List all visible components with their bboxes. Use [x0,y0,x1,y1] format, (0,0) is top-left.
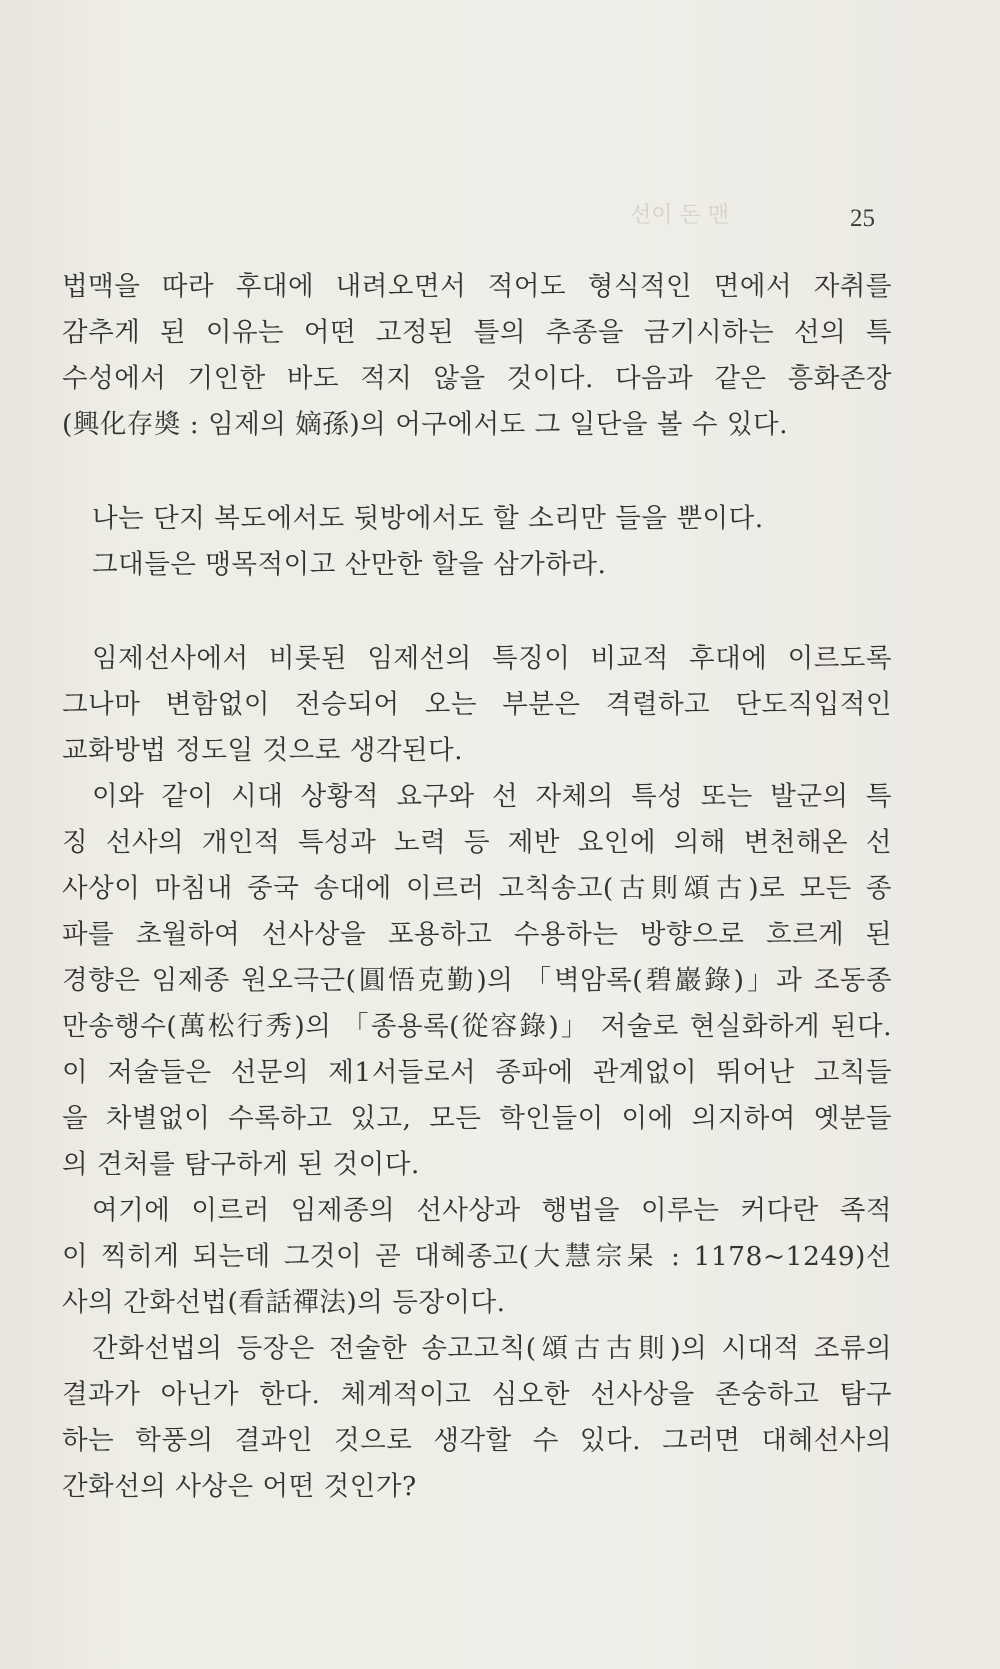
text-line: 감추게 된 이유는 어떤 고정된 틀의 추종을 금기시하는 선의 특 [62,317,892,348]
quote-line: 그대들은 맹목적이고 산만한 할을 삼가하라. [92,549,607,580]
text-line: 파를 초월하여 선사상을 포용하고 수용하는 방향으로 흐르게 된 [62,919,892,950]
text-line: 징 선사의 개인적 특성과 노력 등 제반 요인에 의해 변천해온 선 [62,827,892,858]
text-line: 결과가 아닌가 한다. 체계적이고 심오한 선사상을 존숭하고 탐구 [62,1379,892,1410]
quote-line: 나는 단지 복도에서도 뒷방에서도 할 소리만 들을 뿐이다. [92,503,764,534]
page-number: 25 [850,205,875,232]
text-line: 이와 같이 시대 상황적 요구와 선 자체의 특성 또는 발군의 특 [92,781,892,812]
text-line: 사의 간화선법(看話禪法)의 등장이다. [62,1287,506,1318]
text-line: 임제선사에서 비롯된 임제선의 특징이 비교적 후대에 이르도록 [92,643,892,674]
text-line: 간화선법의 등장은 전술한 송고고칙(頌古古則)의 시대적 조류의 [92,1333,892,1364]
text-line: 이 찍히게 되는데 그것이 곧 대혜종고(大慧宗杲 : 1178~1249)선 [62,1241,892,1272]
text-line: 간화선의 사상은 어떤 것인가? [62,1471,417,1502]
text-line: 교화방법 정도일 것으로 생각된다. [62,735,464,766]
text-line: 그나마 변함없이 전승되어 오는 부분은 격렬하고 단도직입적인 [62,689,892,720]
text-line: 의 견처를 탐구하게 된 것이다. [62,1149,420,1180]
text-line: 을 차별없이 수록하고 있고, 모든 학인들이 이에 의지하여 옛분들 [62,1103,892,1134]
text-line: 하는 학풍의 결과인 것으로 생각할 수 있다. 그러면 대혜선사의 [62,1425,892,1456]
text-line: 만송행수(萬松行秀)의 「종용록(從容錄)」 저술로 현실화하게 된다. [62,1011,892,1042]
bleed-through-header: 선이 돈 맨 [630,203,729,228]
text-line: 수성에서 기인한 바도 적지 않을 것이다. 다음과 같은 흥화존장 [62,363,892,394]
text-line: 경향은 임제종 원오극근(圓悟克勤)의 「벽암록(碧巖錄)」과 조동종 [62,965,892,996]
text-line: 법맥을 따라 후대에 내려오면서 적어도 형식적인 면에서 자취를 [62,271,892,302]
text-line: 이 저술들은 선문의 제1서들로서 종파에 관계없이 뛰어난 고칙들 [62,1057,892,1088]
text-line: 사상이 마침내 중국 송대에 이르러 고칙송고(古則頌古)로 모든 종 [62,873,892,904]
text-line: (興化存奬 : 임제의 嫡孫)의 어구에서도 그 일단을 볼 수 있다. [62,409,789,440]
text-line: 여기에 이르러 임제종의 선사상과 행법을 이루는 커다란 족적 [92,1195,892,1226]
